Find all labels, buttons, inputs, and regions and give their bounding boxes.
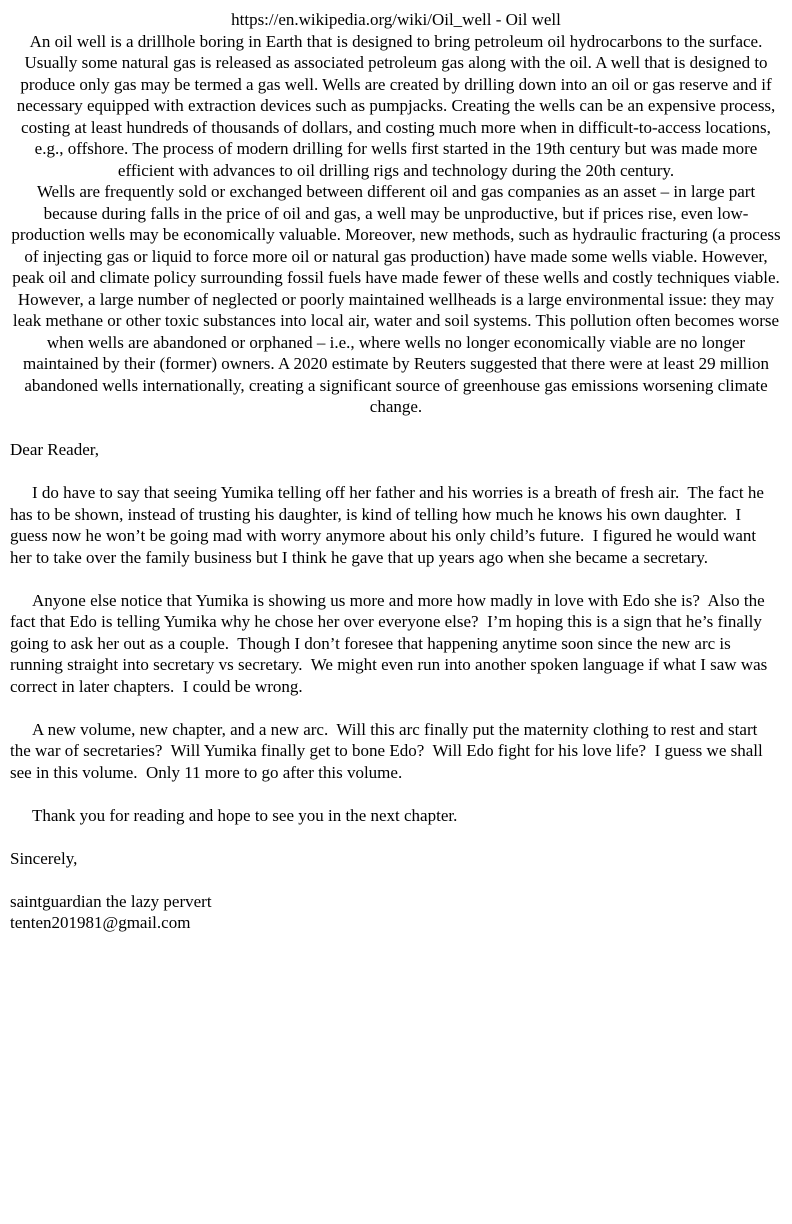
signature-name: saintguardian the lazy pervert (10, 891, 212, 911)
letter-section (10, 439, 782, 934)
wiki-paragraph-wells-sold: Wells are frequently sold or exchanged between different oil and gas companies as an asset – in large part because during falls in the price of oil and gas, a well may be unproductive, but if prices rise, even low-production wells may be economically valuable. Moreover, new methods, such as hydraulic fracturing (a process of injecting gas or liquid to force more oil or natural gas production) have made some wells viable. However, peak oil and climate policy surrounding fossil fuels have made fewer of these wells and costly techniques viable. (11, 182, 785, 287)
source-url-line: https://en.wikipedia.org/wiki/Oil_well - Oil well (231, 10, 561, 29)
letter-paragraph-madly-in-love: Anyone else notice that Yumika is showing us more and more how madly in love with Edo she is? Also the fact that Edo is telling Yumika why he chose her over everyone else? I’m hoping this is a sign that he’s finally going to ask her out as a couple. Though I don’t foresee that happening anytime soon since the new arc is running straight into secretary vs secretary. We might even run into another spoken language if what I saw was correct in later chapters. I could be wrong. (10, 590, 772, 696)
letter-paragraph-yumika-father: I do have to say that seeing Yumika telling off her father and his worries is a breath of fresh air. The fact he has to be shown, instead of trusting his daughter, is kind of telling how much he knows his own daughter. I guess now he won’t be going mad with worry anymore about his only child’s future. I figured he would want her to take over the family business but I think he gave that up years ago when she became a secretary. (10, 483, 769, 567)
letter-salutation: Dear Reader, (10, 440, 99, 459)
letter-paragraph-new-volume: A new volume, new chapter, and a new arc. Will this arc finally put the maternity clothing to rest and start the war of secretaries? Will Yumika finally get to bone Edo? Will Edo fight for his love life? I guess we shall see in this volume. Only 11 more to go after this volume. (10, 719, 767, 782)
letter-closing: Sincerely, (10, 848, 78, 868)
letter-paragraph-thank-you: Thank you for reading and hope to see you in the next chapter. (32, 805, 458, 825)
signature-email: tenten201981@gmail.com (10, 913, 191, 932)
wiki-paragraph-environmental-issue: However, a large number of neglected or poorly maintained wellheads is a large environmental issue: they may leak methane or other toxic substances into local air, water and soil systems. This pollution often becomes worse when wells are abandoned or orphaned – i.e., where wells no longer economically viable are no longer maintained by their (former) owners. A 2020 estimate by Reuters suggested that there were at least 29 million abandoned wells internationally, creating a significant source of greenhouse gas emissions worsening climate change. (12, 289, 784, 416)
wiki-paragraph-oil-well-intro: An oil well is a drillhole boring in Earth that is designed to bring petroleum oil hydrocarbons to the surface. Usually some natural gas is released as associated petroleum gas along with the oil. A well that is designed to produce only gas may be termed a gas well. Wells are created by drilling down into an oil or gas reserve and if necessary equipped with extraction devices such as pumpjacks. Creating the wells can be an expensive process, costing at least hundreds of thousands of dollars, and costing much more when in difficult-to-access locations, e.g., offshore. The process of modern drilling for wells first started in the 19th century but was made more efficient with advances to oil drilling rigs and technology during the 20th century. (16, 31, 780, 180)
